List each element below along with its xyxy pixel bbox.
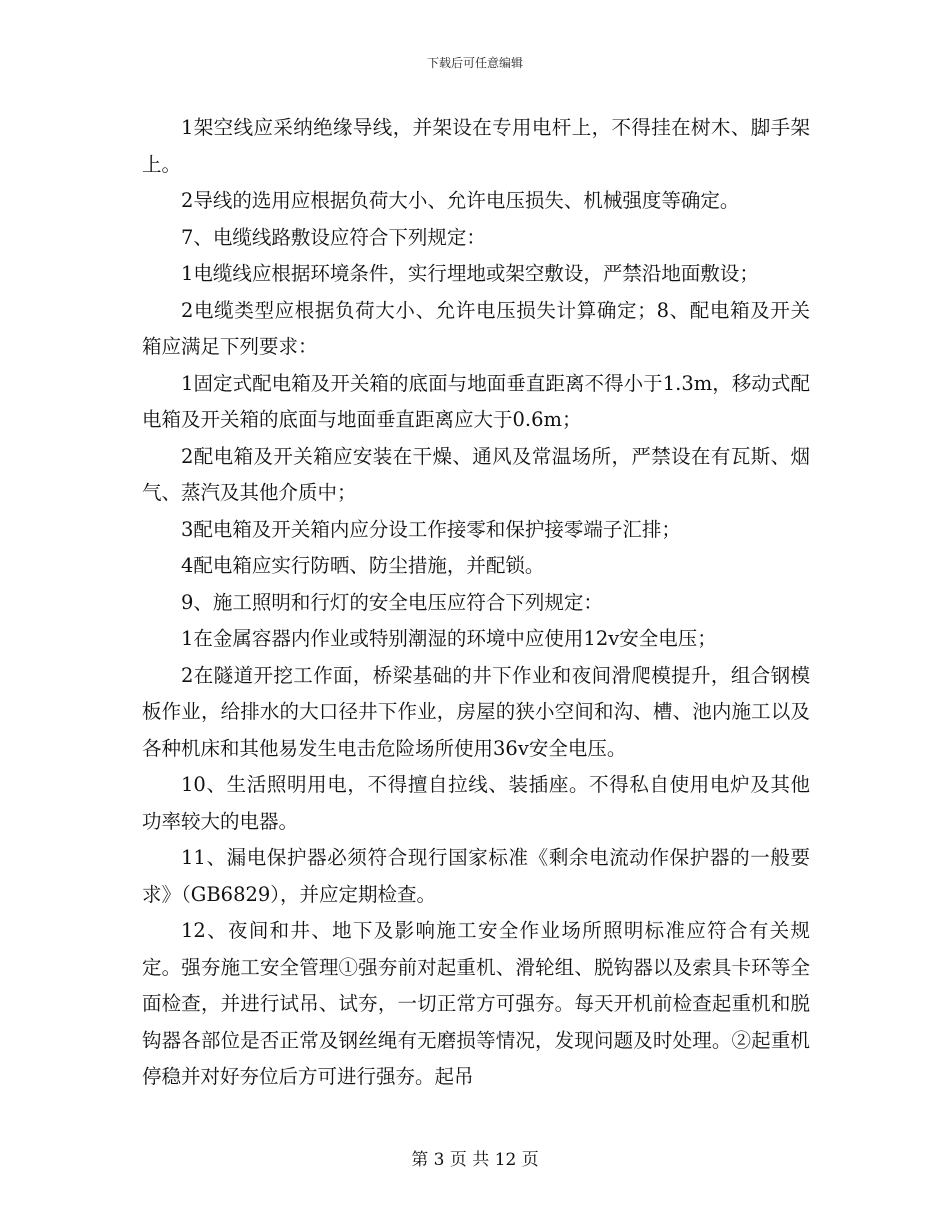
page-footer: 第 3 页 共 12 页 [411, 1150, 539, 1170]
paragraph: 2配电箱及开关箱应安装在干燥、通风及常温场所，严禁设在有瓦斯、烟气、蒸汽及其他介质中； [142, 444, 810, 504]
paragraph: 1固定式配电箱及开关箱的底面与地面垂直距离不得小于1.3m，移动式配电箱及开关箱的底面与地面垂直距离应大于0.6m； [142, 371, 810, 431]
paragraph: 11、漏电保护器必须符合现行国家标准《剩余电流动作保护器的一般要求》（GB6829），并应定期检查。 [142, 846, 810, 906]
paragraph: 1在金属容器内作业或特别潮湿的环境中应使用12v安全电压； [181, 627, 717, 650]
paragraph: 3配电箱及开关箱内应分设工作接零和保护接零端子汇排； [181, 517, 681, 541]
paragraph: 2在隧道开挖工作面，桥梁基础的井下作业和夜间滑爬模提升，组合钢模板作业，给排水的大口径井下作业，房屋的狭小空间和沟、槽、池内施工以及各种机床和其他易发生电击危险场所使用36v安全电压。 [142, 663, 810, 760]
paragraph: 1电缆线应根据环境条件，实行埋地或架空敷设，严禁沿地面敷设； [181, 262, 759, 285]
paragraph: 2导线的选用应根据负荷大小、允许电压损失、机械强度等确定。 [181, 189, 740, 212]
page-header: 下载后可任意编辑 [426, 56, 523, 70]
paragraph: 10、生活照明用电，不得擅自拉线、装插座。不得私自使用电炉及其他功率较大的电器。 [142, 773, 810, 833]
paragraph: 12、夜间和井、地下及影响施工安全作业场所照明标准应符合有关规定。强夯施工安全管理①强夯前对起重机、滑轮组、脱钩器以及索具卡环等全面检查，并进行试吊、试夯，一切正常方可强夯。每天开机前检查起重机和脱钩器各部位是否正常及钢丝绳有无磨损等情况，发现问题及时处理。②起重机停稳并对好夯位后方可进行强夯。起吊 [142, 919, 810, 1088]
paragraph: 9、施工照明和行灯的安全电压应符合下列规定： [181, 590, 603, 614]
paragraph: 2电缆类型应根据负荷大小、允许电压损失计算确定；8、配电箱及开关箱应满足下列要求： [142, 298, 810, 358]
paragraph: 7、电缆线路敷设应符合下列规定： [181, 225, 486, 249]
document-body [142, 110, 810, 1096]
paragraph: 1架空线应采纳绝缘导线，并架设在专用电杆上，不得挂在树木、脚手架上。 [142, 116, 810, 176]
paragraph: 4配电箱应实行防晒、防尘措施，并配锁。 [181, 554, 545, 577]
